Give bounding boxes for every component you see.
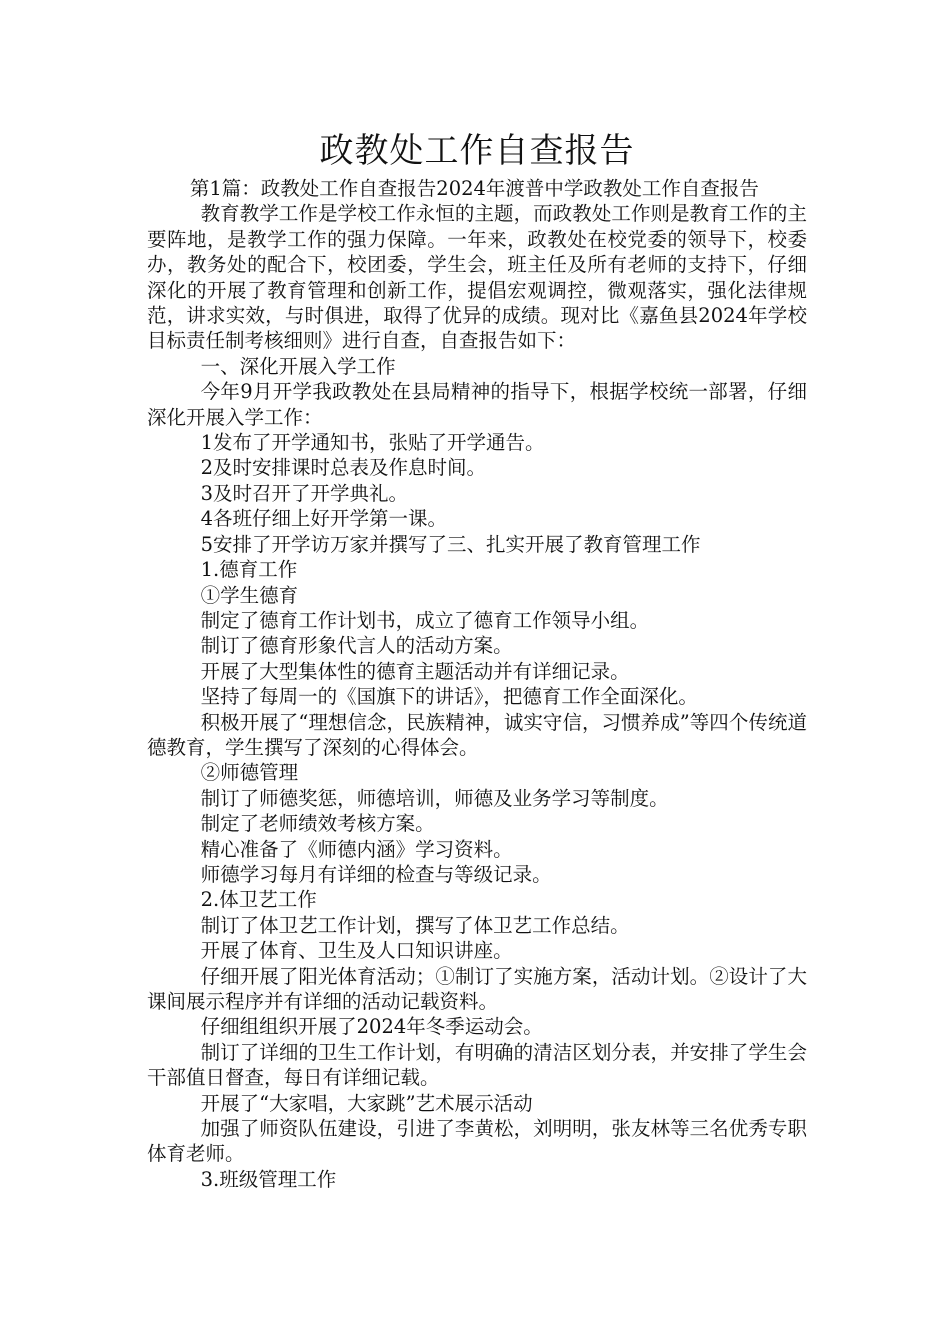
paragraph: 开展了“大家唱，大家跳”艺术展示活动 (200, 1091, 533, 1115)
paragraph: 制订了德育形象代言人的活动方案。 (200, 634, 513, 658)
document-body (147, 176, 807, 1192)
paragraph: 制定了老师绩效考核方案。 (200, 812, 435, 836)
section-heading: 3.班级管理工作 (200, 1167, 337, 1191)
paragraph: 开展了大型集体性的德育主题活动并有详细记录。 (200, 659, 630, 683)
paragraph: 制订了体卫艺工作计划，撰写了体卫艺工作总结。 (200, 913, 630, 937)
paragraph: 制订了详细的卫生工作计划，有明确的清洁区划分表，并安排了学生会干部值日督查，每日有详细记载。 (147, 1040, 807, 1090)
paragraph: 制定了德育工作计划书，成立了德育工作领导小组。 (200, 608, 650, 632)
section-heading: 1.德育工作 (200, 558, 298, 582)
paragraph: 制订了师德奖惩，师德培训，师德及业务学习等制度。 (200, 786, 669, 810)
paragraph: 教育教学工作是学校工作永恒的主题，而政教处工作则是教育工作的主要阵地，是教学工作的强力保障。一年来，政教处在校党委的领导下，校委办，教务处的配合下，校团委，学生会，班主任及所有老师的支持下，仔细深化的开展了教育管理和创新工作，提倡宏观调控，微观落实，强化法律规范，讲求实效，与时俱进，取得了优异的成绩。现对比《嘉鱼县2024年学校目标责任制考核细则》进行自查，自查报告如下： (147, 202, 807, 353)
paragraph: 仔细开展了阳光体育活动；①制订了实施方案，活动计划。②设计了大课间展示程序并有详细的活动记载资料。 (147, 964, 807, 1013)
list-item: 5安排了开学访万家并撰写了三、扎实开展了教育管理工作 (200, 532, 701, 556)
paragraph: 仔细组组织开展了2024年冬季运动会。 (200, 1015, 543, 1039)
paragraph: 坚持了每周一的《国旗下的讲话》，把德育工作全面深化。 (200, 685, 698, 709)
subsection-heading: ②师德管理 (200, 761, 299, 785)
paragraph: 加强了师资队伍建设，引进了李黄松，刘明明，张友林等三名优秀专职体育老师。 (147, 1117, 807, 1166)
section-heading: 2.体卫艺工作 (200, 888, 317, 912)
section-heading: 一、深化开展入学工作 (200, 354, 396, 378)
list-item: 4各班仔细上好开学第一课。 (200, 507, 448, 531)
list-item: 3及时召开了开学典礼。 (200, 481, 409, 505)
document-title: 政教处工作自查报告 (319, 131, 635, 171)
list-item: 2及时安排课时总表及作息时间。 (200, 456, 487, 480)
subsection-heading: ①学生德育 (200, 583, 299, 607)
paragraph: 积极开展了“理想信念，民族精神，诚实守信，习惯养成”等四个传统道德教育，学生撰写了深刻的心得体会。 (147, 710, 807, 759)
document-page (147, 128, 807, 1192)
paragraph: 师德学习每月有详细的检查与等级记录。 (200, 862, 552, 886)
list-item: 1发布了开学通知书，张贴了开学通告。 (200, 431, 545, 455)
paragraph: 开展了体育、卫生及人口知识讲座。 (200, 939, 513, 963)
paragraph: 今年9月开学我政教处在县局精神的指导下，根据学校统一部署，仔细深化开展入学工作： (147, 380, 807, 429)
paragraph: 精心准备了《师德内涵》学习资料。 (200, 837, 513, 861)
paragraph: 第1篇：政教处工作自查报告2024年渡普中学政教处工作自查报告 (189, 177, 759, 200)
